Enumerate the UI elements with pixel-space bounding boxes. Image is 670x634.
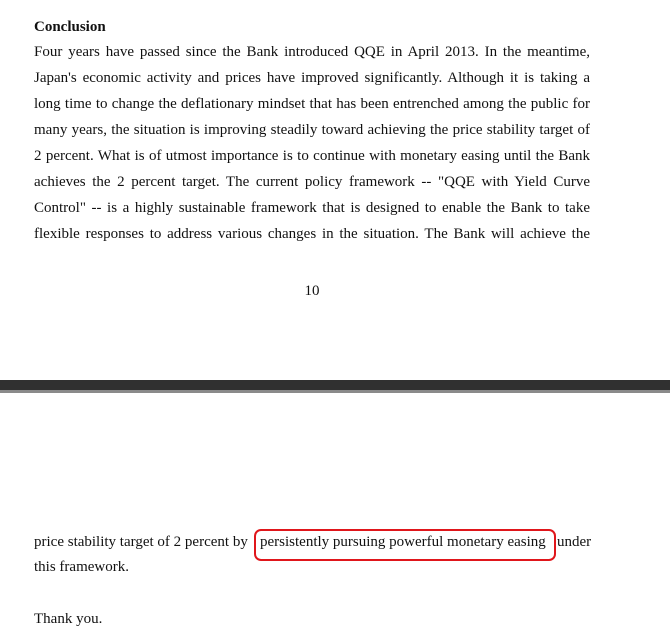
- highlighted-phrase: persistently pursuing powerful monetary easing: [260, 534, 546, 550]
- paragraph-line: Japan's economic activity and prices have improved significantly. Although it is taking a: [34, 70, 590, 86]
- page-number: 10: [304, 283, 320, 299]
- paragraph-line: many years, the situation is improving steadily toward achieving the price stability target of: [34, 122, 590, 138]
- continuation-line-2: this framework.: [34, 559, 129, 575]
- paragraph-line: Four years have passed since the Bank introduced QQE in April 2013. In the meantime,: [34, 44, 590, 60]
- paragraph-line: 2 percent. What is of utmost importance is to continue with monetary easing until the Bank: [34, 148, 590, 164]
- paragraph-line: long time to change the deflationary mindset that has been entrenched among the public for: [34, 96, 590, 112]
- paragraph-line: Control" -- is a highly sustainable framework that is designed to enable the Bank to take: [34, 200, 590, 216]
- closing-text: Thank you.: [34, 611, 103, 627]
- paragraph-line: achieves the 2 percent target. The current policy framework -- "QQE with Yield Curve: [34, 174, 590, 190]
- continuation-text-start: price stability target of 2 percent by: [34, 534, 248, 550]
- section-heading: Conclusion: [34, 19, 106, 35]
- document-page-bottom: [0, 393, 670, 634]
- paragraph-line: flexible responses to address various changes in the situation. The Bank will achieve the: [34, 226, 590, 242]
- highlight-annotation: [254, 529, 556, 561]
- continuation-text-end: under: [557, 534, 592, 550]
